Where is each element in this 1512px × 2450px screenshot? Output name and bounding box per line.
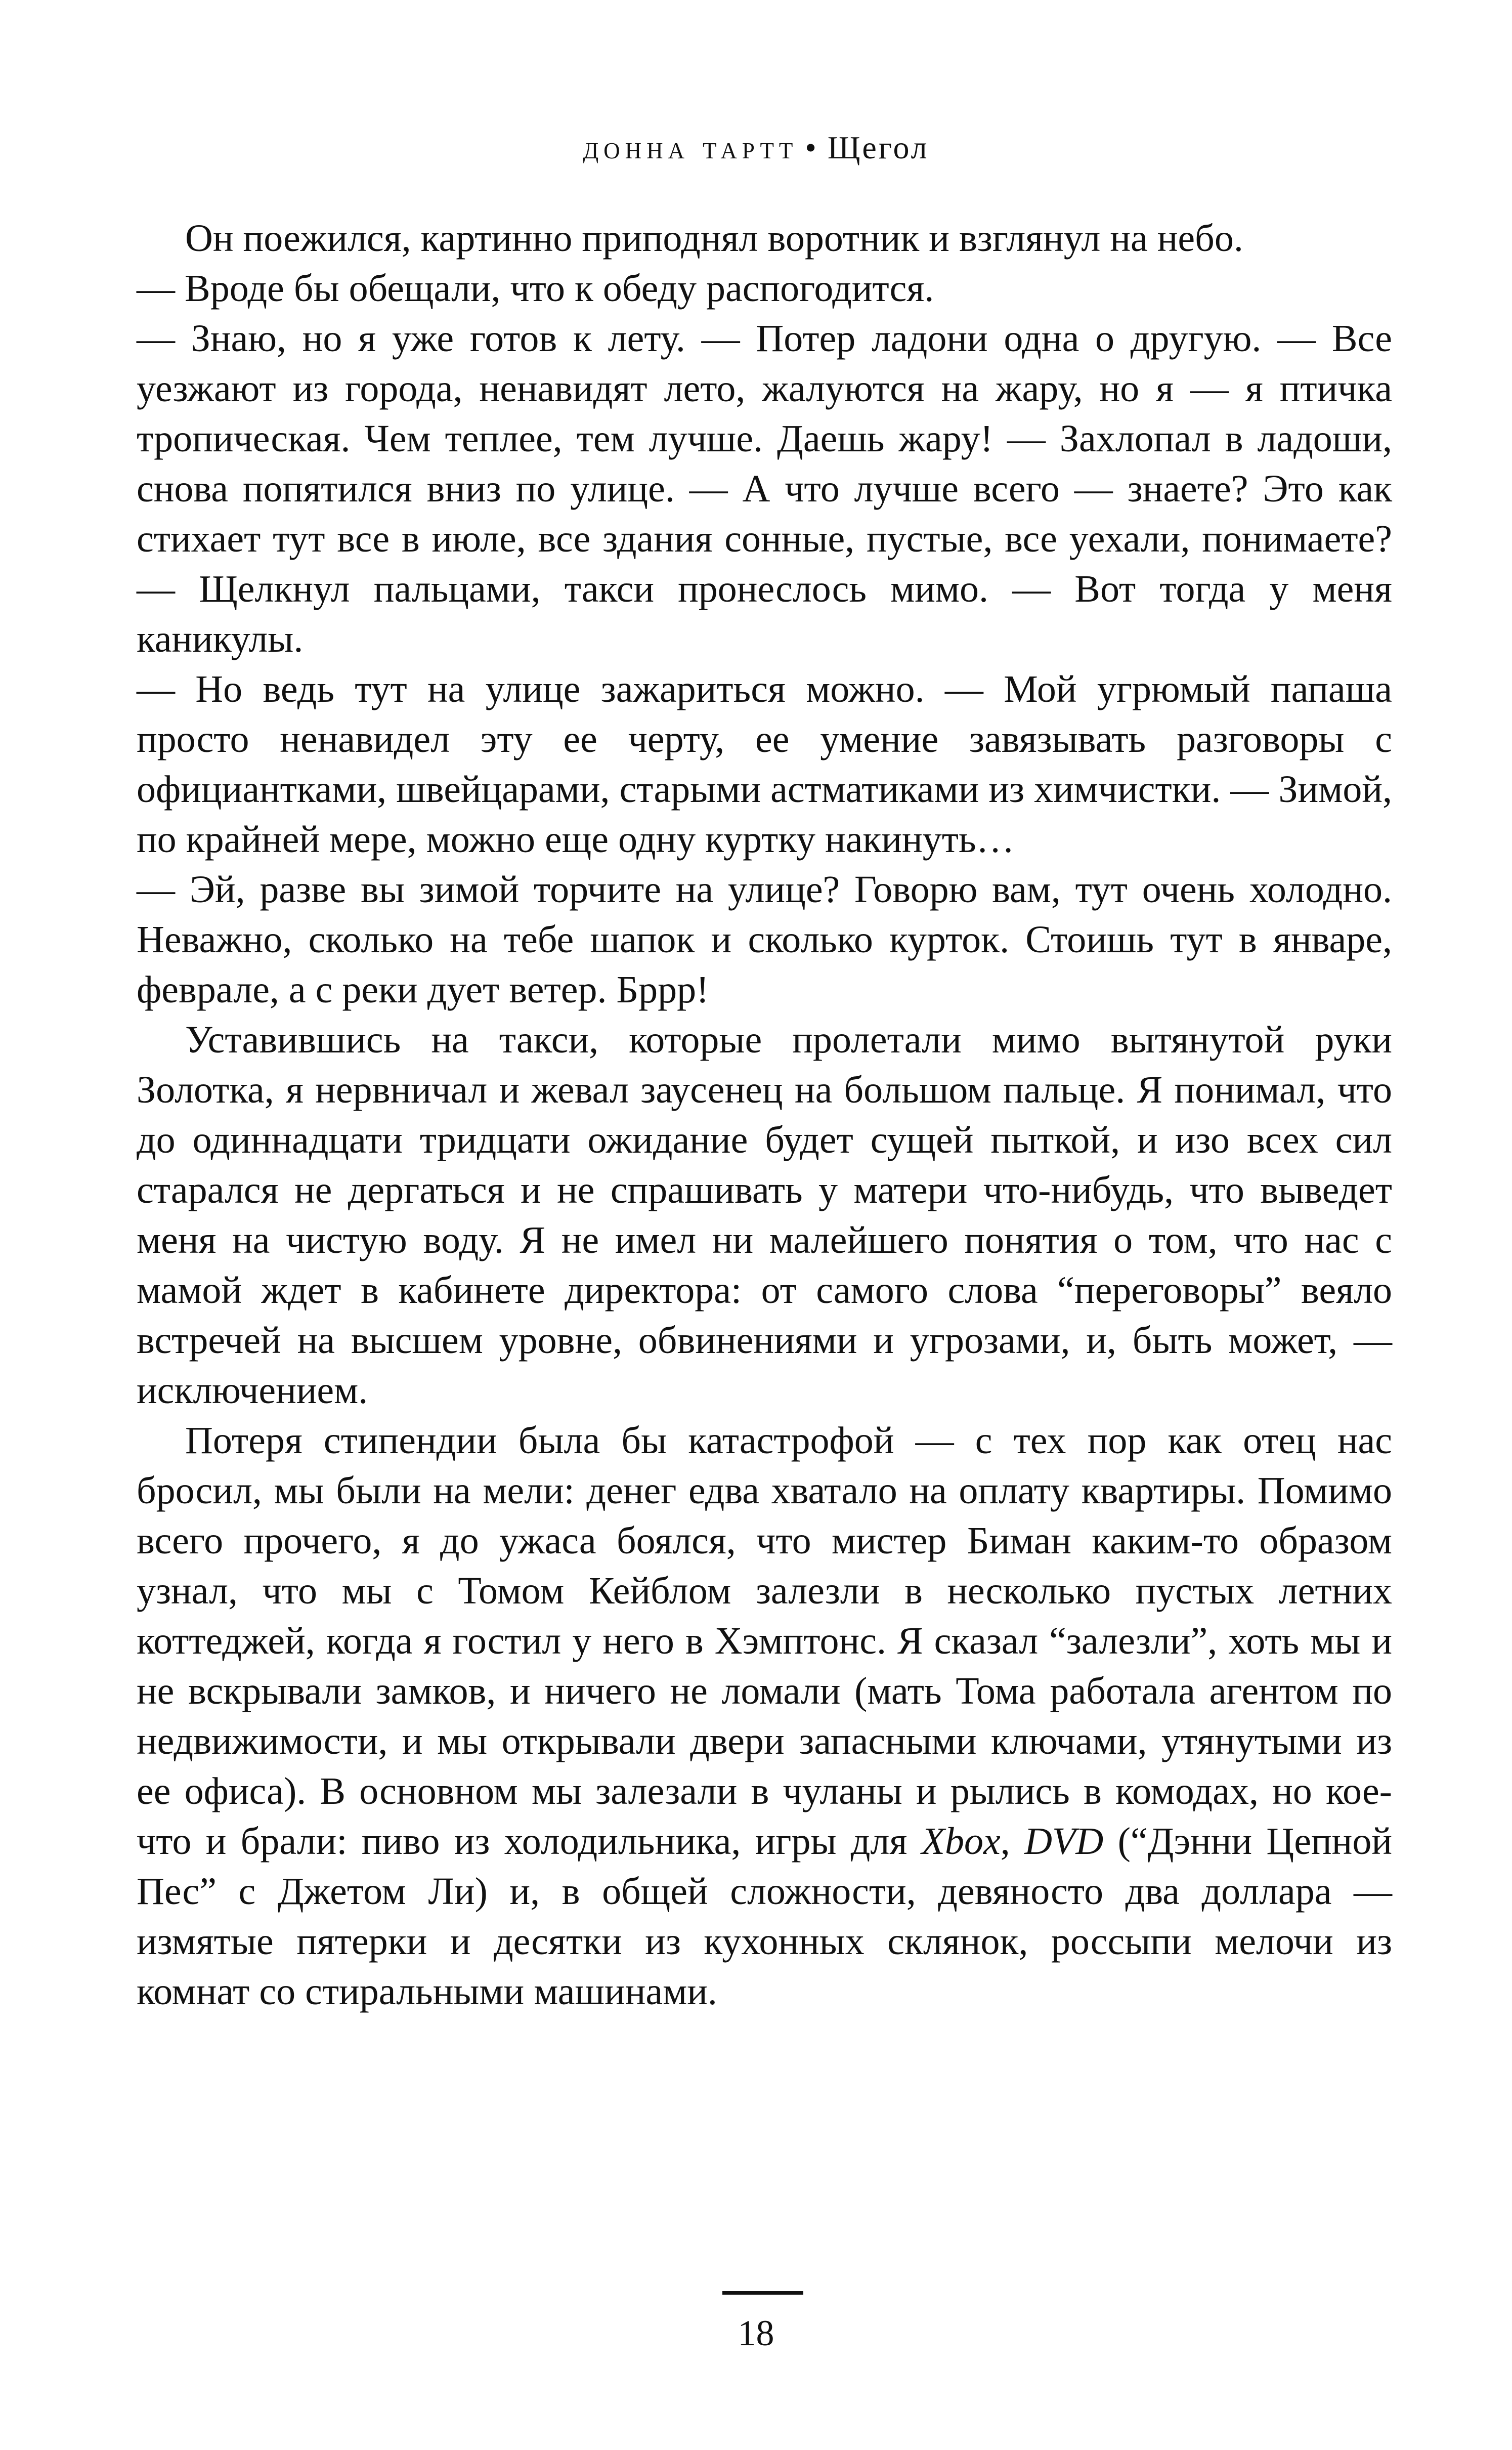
paragraph (137, 264, 1392, 314)
text-run: Он поежился, картинно приподнял воротник и взглянул на небо. (185, 217, 1243, 260)
paragraph (137, 664, 1392, 865)
italic-text-run: Xbox (921, 1820, 1001, 1863)
paragraph (137, 1015, 1392, 1416)
running-head-title: Щегол (827, 130, 929, 165)
paragraph (137, 214, 1392, 264)
text-run: — Знаю, но я уже готов к лету. — Потер ладони одна о другую. — Все уезжают из города, ненавидят лето, жалуются на жару, но я — я птичка тропическая. Чем теплее, тем лучше. Даешь жару! — Захлопал в ладоши, снова попятился вниз по улице. — А что лучше всего — знаете? Это как стихает тут все в июле, все здания сонные, пустые, все уехали, понимаете? — Щелкнул пальцами, такси пронеслось мимо. — Вот тогда у меня каникулы. (137, 317, 1392, 660)
text-run: — Эй, разве вы зимой торчите на улице? Говорю вам, тут очень холодно. Неважно, сколько на тебе шапок и сколько курток. Стоишь тут в январе, феврале, а с реки дует ветер. Бррр! (137, 868, 1392, 1011)
text-run: — Но ведь тут на улице зажариться можно. — Мой угрюмый папаша просто ненавидел эту ее черту, ее умение завязывать разговоры с официантками, швейцарами, старыми астматиками из химчистки. — Зимой, по крайней мере, можно еще одну куртку накинуть… (137, 668, 1392, 861)
folio-rule (722, 2291, 803, 2295)
paragraph (137, 865, 1392, 1015)
paragraph (137, 1416, 1392, 2017)
text-run: (“Дэнни Цепной Пес” с Джетом Ли) и, в общей сложности, девяносто два доллара — измятые пятерки и десятки из кухонных склянок, россыпи мелочи из комнат со стиральными машинами. (137, 1820, 1392, 2013)
text-run: Уставившись на такси, которые пролетали мимо вытянутой руки Золотка, я нервничал и жевал заусенец на большом пальце. Я понимал, что до одиннадцати тридцати ожидание будет сущей пыткой, и изо всех сил старался не дергаться и не спрашивать у матери что-нибудь, что выведет меня на чистую воду. Я не имел ни малейшего понятия о том, что нас с мамой ждет в кабинете директора: от самого слова “переговоры” веяло встречей на высшем уровне, обвинениями и угрозами, и, быть может, — исключением. (137, 1019, 1392, 1412)
running-head-author: донна тартт (583, 130, 798, 165)
running-head-separator: • (805, 130, 820, 165)
body-text (137, 214, 1392, 2017)
text-run: Потеря стипендии была бы катастрофой — с тех пор как отец нас бросил, мы были на мели: денег едва хватало на оплату квартиры. Помимо всего прочего, я до ужаса боялся, что мистер Биман каким-то образом узнал, что мы с Томом Кейблом залезли в несколько пустых летних коттеджей, когда я гостил у него в Хэмптонс. Я сказал “залезли”, хоть мы и не вскрывали замков, и ничего не ломали (мать Тома работала агентом по недвижимости, и мы открывали двери запасными ключами, утянутыми из ее офиса). В основном мы залезали в чуланы и рылись в комодах, но кое-что и брали: пиво из холодильника, игры для (137, 1419, 1392, 1863)
italic-text-run: DVD (1024, 1820, 1104, 1863)
page-number: 18 (738, 2313, 774, 2353)
text-run: — Вроде бы обещали, что к обеду распогодится. (137, 267, 934, 310)
text-run: , (1000, 1820, 1025, 1863)
running-head (0, 129, 1512, 166)
paragraph (137, 314, 1392, 664)
